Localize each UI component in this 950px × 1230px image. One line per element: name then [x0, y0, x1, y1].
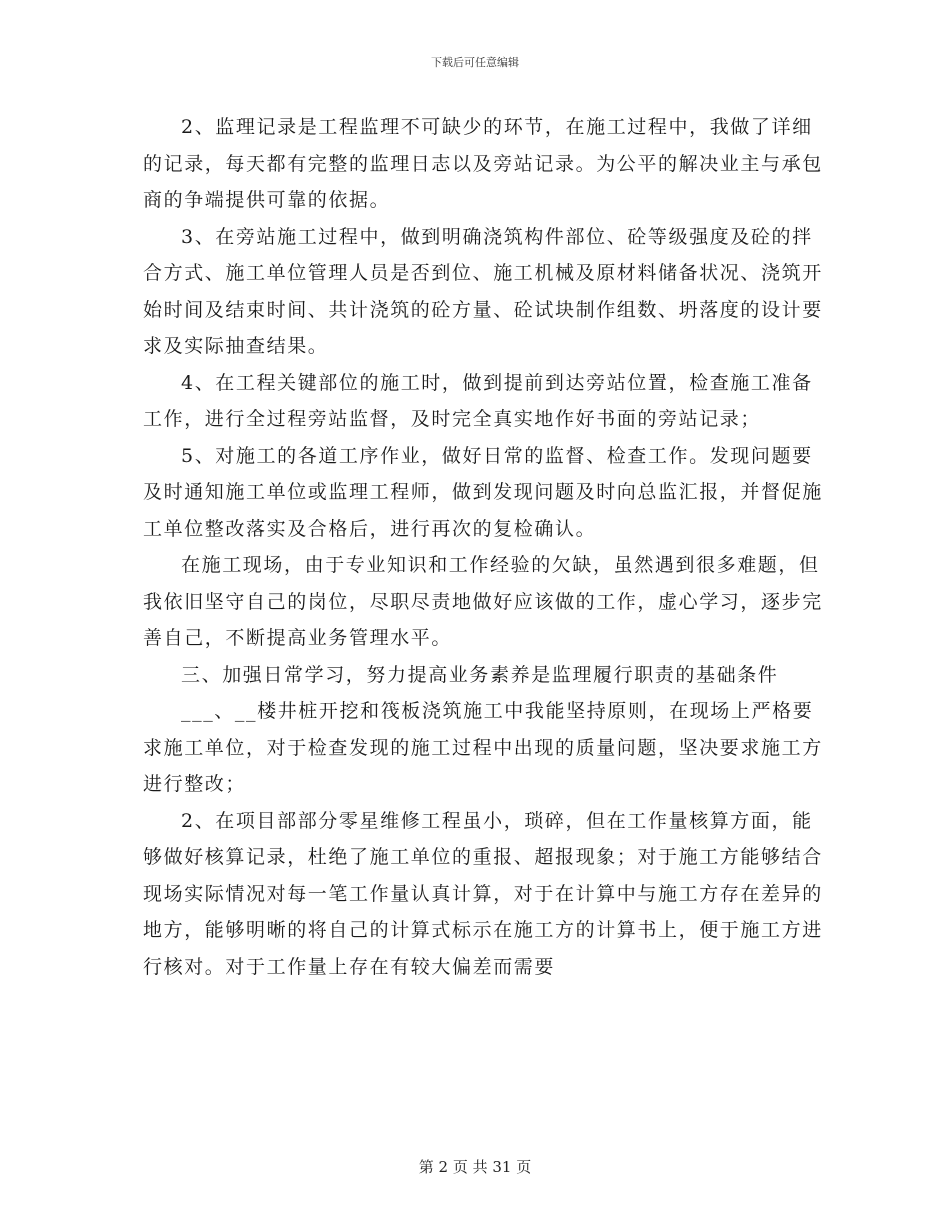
- paragraph-4: 5、对施工的各道工序作业，做好日常的监督、检查工作。发现问题要及时通知施工单位或监理工程师，做到发现问题及时向总监汇报，并督促施工单位整改落实及合格后，进行再次的复检确认。: [143, 444, 823, 540]
- page-number: 第 2 页 共 31 页: [418, 1158, 532, 1176]
- paragraph-1: 2、监理记录是工程监理不可缺少的环节，在施工过程中，我做了详细的记录，每天都有完整的监理日志以及旁站记录。为公平的解决业主与承包商的争端提供可靠的依据。: [143, 116, 823, 211]
- paragraph-2: 3、在旁站施工过程中，做到明确浇筑构件部位、砼等级强度及砼的拌合方式、施工单位管理人员是否到位、施工机械及原材料储备状况、浇筑开始时间及结束时间、共计浇筑的砼方量、砼试块制作组数、坍落度的设计要求及实际抽查结果。: [143, 225, 823, 357]
- paragraph-3: 4、在工程关键部位的施工时，做到提前到达旁站位置，检查施工准备工作，进行全过程旁站监督，及时完全真实地作好书面的旁站记录；: [143, 371, 813, 430]
- section-heading: 三、加强日常学习，努力提高业务素养是监理履行职责的基础条件: [181, 663, 779, 686]
- paragraph-7: 2、在项目部部分零星维修工程虽小，琐碎，但在工作量核算方面，能够做好核算记录，杜绝了施工单位的重报、超报现象；对于施工方能够结合现场实际情况对每一笔工作量认真计算，对于在计算中与施工方存在差异的地方，能够明晰的将自己的计算式标示在施工方的计算书上，便于施工方进行核对。对于工作量上存在有较大偏差而需要: [143, 809, 823, 978]
- page-header: 下载后可任意编辑: [431, 56, 519, 69]
- paragraph-5: 在施工现场，由于专业知识和工作经验的欠缺，虽然遇到很多难题，但我依旧坚守自己的岗位，尽职尽责地做好应该做的工作，虚心学习，逐步完善自己，不断提高业务管理水平。: [143, 554, 823, 649]
- document-body: [143, 109, 827, 985]
- paragraph-6: ___、__楼井桩开挖和筏板浇筑施工中我能坚持原则，在现场上严格要求施工单位，对于检查发现的施工过程中出现的质量问题，坚决要求施工方进行整改；: [143, 700, 823, 795]
